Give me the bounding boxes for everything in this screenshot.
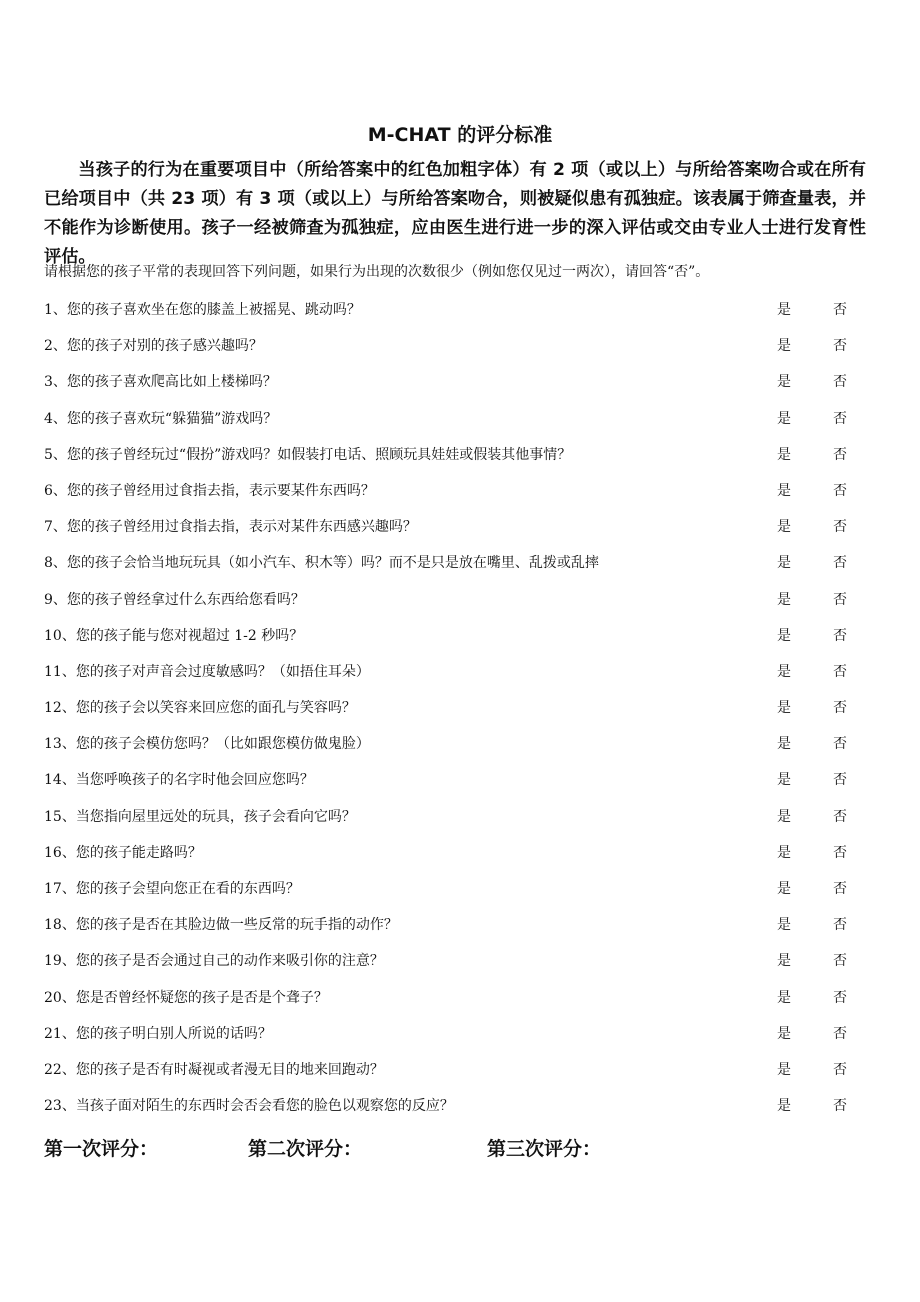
question-text: 14、当您呼唤孩子的名字时他会回应您吗？ [44,772,314,789]
question-row [44,694,874,730]
question-row [44,730,874,766]
first-score-label: 第一次评分： [44,1138,159,1160]
question-row [44,984,874,1020]
answer-no-option[interactable]: 否 [833,591,847,608]
answer-yes-option[interactable]: 是 [777,989,791,1006]
question-row [44,839,874,875]
answer-yes-option[interactable]: 是 [777,881,791,897]
question-row [44,586,874,622]
question-text: 4、您的孩子喜欢玩“躲猫猫”游戏吗？ [44,410,278,427]
question-row [44,766,874,802]
answer-no-option[interactable]: 否 [833,338,847,355]
answer-no-option[interactable]: 否 [833,1098,847,1115]
question-row [44,1092,874,1128]
instruction-text: 请根据您的孩子平常的表现回答下列问题，如果行为出现的次数很少（例如您仅见过一两次），请回答“否”。 [44,264,710,280]
answer-yes-option[interactable]: 是 [777,772,791,789]
question-text: 16、您的孩子能走路吗？ [44,844,202,861]
question-text: 18、您的孩子是否在其脸边做一些反常的玩手指的动作？ [44,917,398,934]
question-row [44,405,874,441]
question-text: 21、您的孩子明白别人所说的话吗？ [44,1025,272,1042]
question-text: 22、您的孩子是否有时凝视或者漫无目的地来回跑动？ [44,1061,384,1078]
question-row [44,477,874,513]
answer-yes-option[interactable]: 是 [777,1025,791,1042]
answer-yes-option[interactable]: 是 [777,591,791,608]
question-row [44,513,874,549]
answer-no-option[interactable]: 否 [833,881,847,897]
answer-no-option[interactable]: 否 [833,555,847,572]
answer-no-option[interactable]: 否 [833,482,847,499]
question-text: 23、当孩子面对陌生的东西时会否会看您的脸色以观察您的反应？ [44,1098,454,1115]
answer-yes-option[interactable]: 是 [777,482,791,499]
answer-no-option[interactable]: 否 [833,410,847,427]
question-text: 13、您的孩子会模仿您吗？（比如跟您模仿做鬼脸） [44,736,370,753]
question-text: 6、您的孩子曾经用过食指去指，表示要某件东西吗？ [44,482,375,499]
score-section [0,1134,920,1168]
answer-no-option[interactable]: 否 [833,808,847,825]
question-row [44,658,874,694]
answer-yes-option[interactable]: 是 [777,700,791,717]
answer-no-option[interactable]: 否 [833,989,847,1006]
second-score-label: 第二次评分： [248,1138,363,1160]
question-text: 11、您的孩子对声音会过度敏感吗？（如捂住耳朵） [44,663,370,680]
answer-yes-option[interactable]: 是 [777,374,791,391]
question-row [44,549,874,585]
answer-no-option[interactable]: 否 [833,772,847,789]
answer-yes-option[interactable]: 是 [777,519,791,536]
question-row [44,875,874,911]
answer-no-option[interactable]: 否 [833,446,847,463]
answer-no-option[interactable]: 否 [833,844,847,861]
question-text: 2、您的孩子对别的孩子感兴趣吗？ [44,338,263,355]
question-row [44,1056,874,1092]
question-row [44,1020,874,1056]
answer-yes-option[interactable]: 是 [777,1061,791,1078]
page-title: M-CHAT 的评分标准 [367,124,553,146]
answer-yes-option[interactable]: 是 [777,736,791,753]
question-text: 12、您的孩子会以笑容来回应您的面孔与笑容吗？ [44,700,356,717]
answer-no-option[interactable]: 否 [833,736,847,753]
answer-no-option[interactable]: 否 [833,1025,847,1042]
question-text: 19、您的孩子是否会通过自己的动作来吸引你的注意？ [44,953,384,970]
question-row [44,296,874,332]
question-text: 7、您的孩子曾经用过食指去指，表示对某件东西感兴趣吗？ [44,519,417,536]
answer-yes-option[interactable]: 是 [777,917,791,934]
question-row [44,947,874,983]
answer-no-option[interactable]: 否 [833,917,847,934]
question-row [44,803,874,839]
answer-yes-option[interactable]: 是 [777,1098,791,1115]
scoring-criteria-paragraph: 当孩子的行为在重要项目中（所给答案中的红色加粗字体）有 2 项（或以上）与所给答案吻合或在所有已给项目中（共 23 项）有 3 项（或以上）与所给答案吻合，则被疑似患有孤独症。该表属于筛查量表，并不能作为诊断使用。孩子一经被筛查为孤独症，应由医生进行进一步的深入评估或交由专业人士进行发育性评估。 [44,160,866,267]
answer-yes-option[interactable]: 是 [777,555,791,572]
answer-yes-option[interactable]: 是 [777,410,791,427]
answer-no-option[interactable]: 否 [833,302,847,318]
answer-no-option[interactable]: 否 [833,519,847,536]
answer-yes-option[interactable]: 是 [777,844,791,861]
question-text: 1、您的孩子喜欢坐在您的膝盖上被摇晃、跳动吗？ [44,302,361,318]
question-text: 17、您的孩子会望向您正在看的东西吗？ [44,881,300,897]
answer-no-option[interactable]: 否 [833,953,847,970]
question-text: 15、当您指向屋里远处的玩具，孩子会看向它吗？ [44,808,356,825]
question-text: 8、您的孩子会恰当地玩玩具（如小汽车、积木等）吗？而不是只是放在嘴里、乱拨或乱摔 [44,555,599,572]
question-text: 20、您是否曾经怀疑您的孩子是否是个聋子？ [44,989,328,1006]
answer-no-option[interactable]: 否 [833,663,847,680]
question-row [44,911,874,947]
answer-no-option[interactable]: 否 [833,374,847,391]
question-text: 3、您的孩子喜欢爬高比如上楼梯吗？ [44,374,277,391]
question-row [44,441,874,477]
question-row [44,622,874,658]
answer-yes-option[interactable]: 是 [777,302,791,318]
question-row [44,332,874,368]
question-list [44,296,874,1128]
question-text: 10、您的孩子能与您对视超过 1-2 秒吗？ [44,627,304,644]
answer-yes-option[interactable]: 是 [777,808,791,825]
answer-no-option[interactable]: 否 [833,627,847,644]
answer-yes-option[interactable]: 是 [777,446,791,463]
answer-yes-option[interactable]: 是 [777,663,791,680]
answer-yes-option[interactable]: 是 [777,338,791,355]
answer-yes-option[interactable]: 是 [777,953,791,970]
answer-no-option[interactable]: 否 [833,700,847,717]
answer-no-option[interactable]: 否 [833,1061,847,1078]
question-row [44,368,874,404]
third-score-label: 第三次评分： [487,1138,602,1160]
answer-yes-option[interactable]: 是 [777,627,791,644]
question-text: 5、您的孩子曾经玩过“假扮”游戏吗？如假装打电话、照顾玩具娃娃或假装其他事情？ [44,446,572,463]
question-text: 9、您的孩子曾经拿过什么东西给您看吗？ [44,591,305,608]
